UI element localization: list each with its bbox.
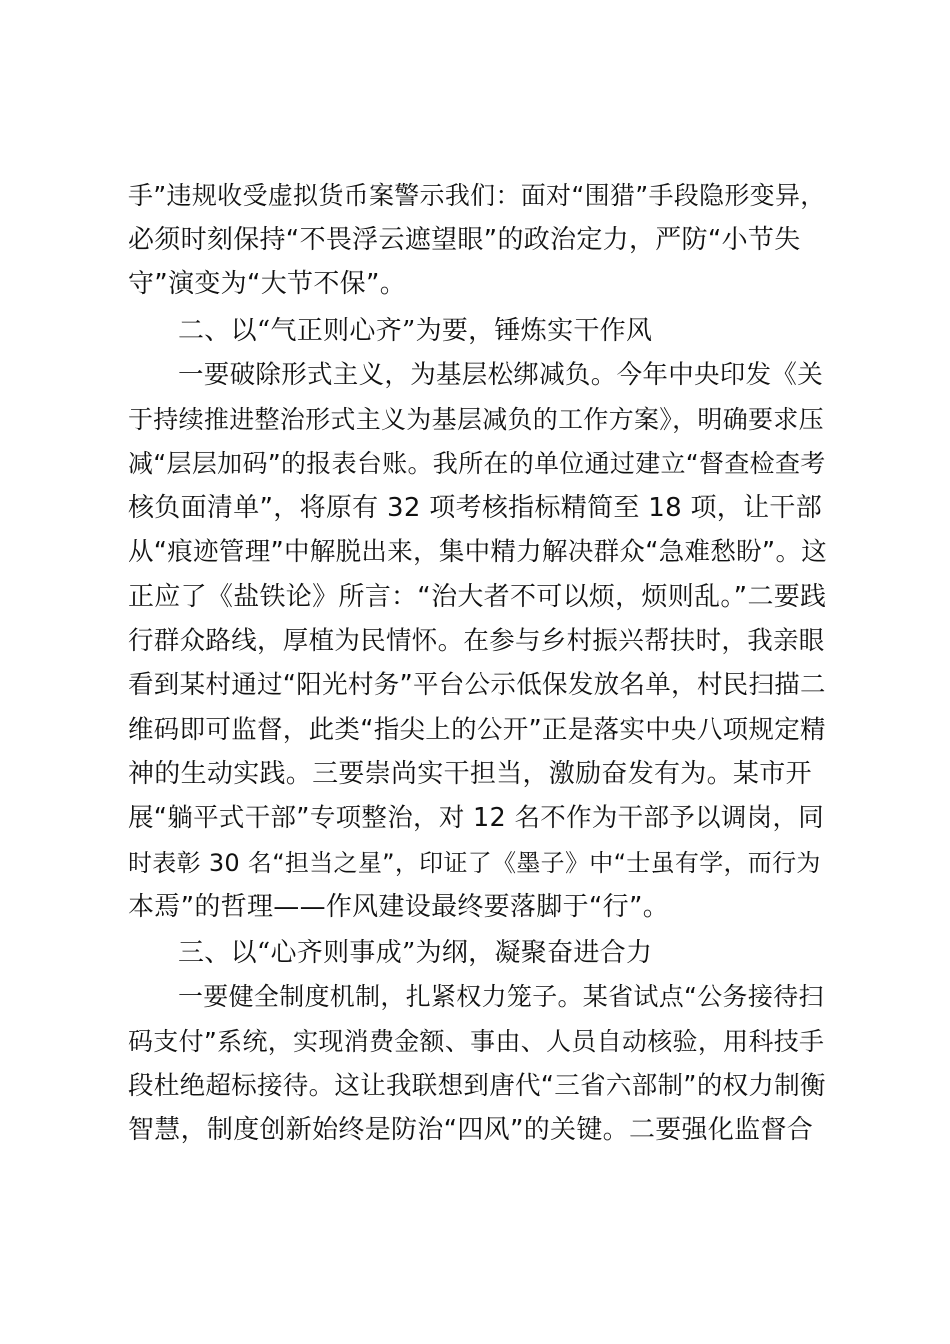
paragraph-line: 正应了《盐铁论》所言：“治大者不可以烦，烦则乱。”二要践 xyxy=(128,582,827,612)
section-heading: 三、以“心齐则事成”为纲，凝聚奋进合力 xyxy=(178,938,653,968)
paragraph-line: 看到某村通过“阳光村务”平台公示低保发放名单，村民扫描二 xyxy=(128,670,826,700)
paragraph-line: 码支付”系统，实现消费金额、事由、人员自动核验，用科技手 xyxy=(128,1027,825,1056)
paragraph-line: 于持续推进整治形式主义为基层减负的工作方案》，明确要求压 xyxy=(128,405,824,434)
paragraph-line: 行群众路线，厚植为民情怀。在参与乡村振兴帮扶时，我亲眼 xyxy=(128,626,825,656)
paragraph-line: 维码即可监督，此类“指尖上的公开”正是落实中央八项规定精 xyxy=(128,715,826,745)
paragraph-line: 神的生动实践。三要崇尚实干担当，激励奋发有为。某市开 xyxy=(128,759,812,789)
paragraph-line: 从“痕迹管理”中解脱出来，集中精力解决群众“急难愁盼”。这 xyxy=(128,537,828,567)
paragraph-line: 一要健全制度机制，扎紧权力笼子。某省试点“公务接待扫 xyxy=(178,982,824,1011)
paragraph-line: 时表彰 30 名“担当之星”，印证了《墨子》中“士虽有学，而行为 xyxy=(128,849,821,877)
paragraph-line: 展“躺平式干部”专项整治，对 12 名不作为干部予以调岗，同 xyxy=(128,803,825,833)
paragraph-line: 本焉”的哲理——作风建设最终要落脚于“行”。 xyxy=(128,892,670,922)
paragraph-line: 一要破除形式主义，为基层松绑减负。今年中央印发《关 xyxy=(178,360,824,390)
paragraph-line: 必须时刻保持“不畏浮云遮望眼”的政治定力，严防“小节失 xyxy=(128,225,801,255)
paragraph-line: 守”演变为“大节不保”。 xyxy=(128,269,407,299)
section-heading: 二、以“气正则心齐”为要，锤炼实干作风 xyxy=(178,316,653,346)
paragraph-line: 手”违规收受虚拟货币案警示我们：面对“围猎”手段隐形变异， xyxy=(128,181,826,210)
paragraph-line: 段杜绝超标接待。这让我联想到唐代“三省六部制”的权力制衡 xyxy=(128,1071,826,1101)
paragraph-line: 智慧，制度创新始终是防治“四风”的关键。二要强化监督合 xyxy=(128,1115,814,1145)
paragraph-line: 核负面清单”，将原有 32 项考核指标精简至 18 项，让干部 xyxy=(128,493,822,523)
paragraph-line: 减“层层加码”的报表台账。我所在的单位通过建立“督查检查考 xyxy=(128,449,826,478)
